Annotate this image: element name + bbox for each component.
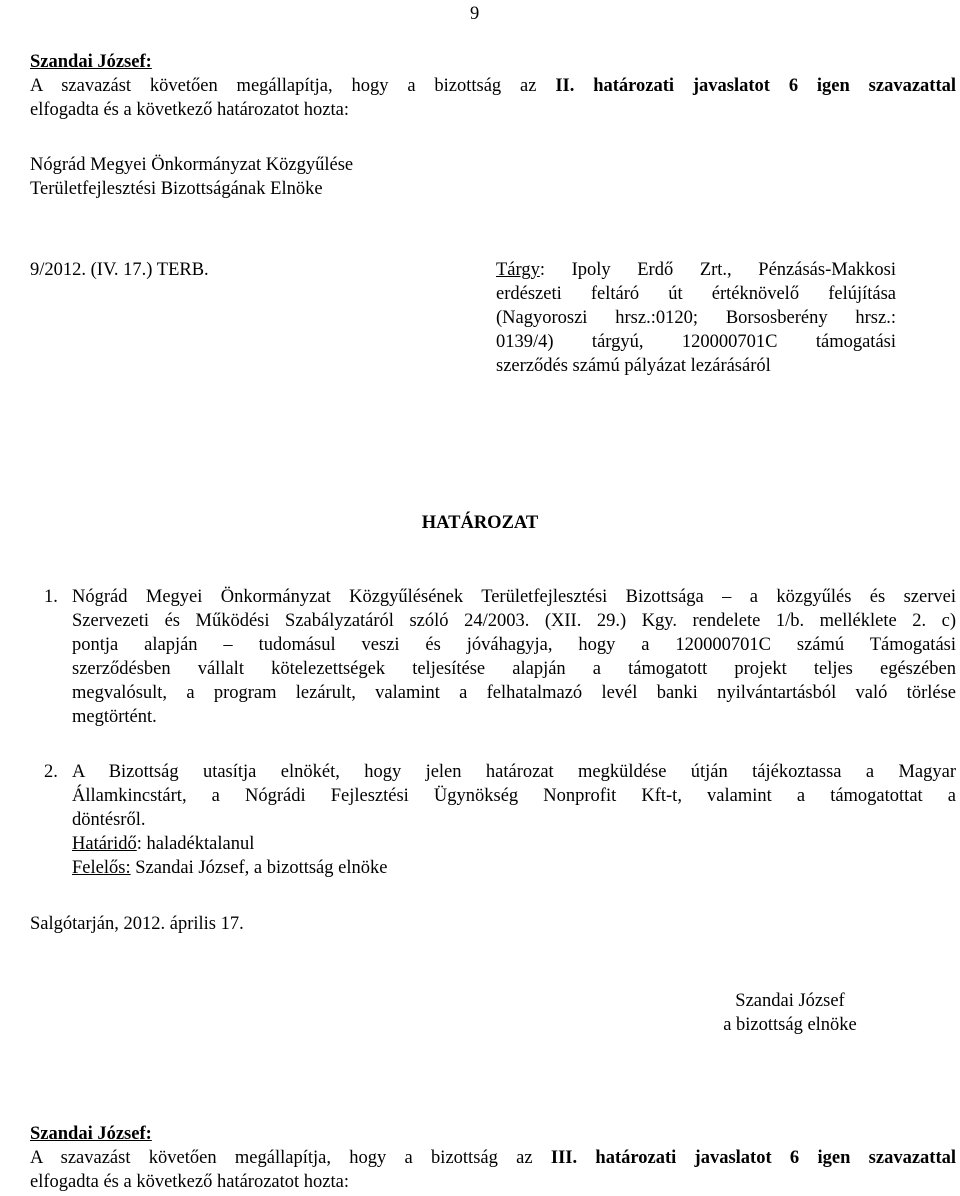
vote-statement-line xyxy=(30,74,956,98)
item-line: Nógrád Megyei Önkormányzat Közgyűlésének Területfejlesztési Bizottsága – a közgyűlés és szervei xyxy=(72,587,956,607)
speaker-block-2 xyxy=(30,1122,956,1194)
vote-text: A szavazást követően megállapítja, hogy a bizottság az xyxy=(30,1148,551,1168)
resolution-heading: HATÁROZAT xyxy=(421,513,539,533)
subject-line: erdészeti feltáró út értéknövelő felújítása xyxy=(496,284,896,304)
item-line: pontja alapján – tudomásul veszi és jóváhagyja, hogy a 120000701C számú Támogatási xyxy=(72,635,956,655)
issuer-block xyxy=(30,153,353,201)
page-number: 9 xyxy=(470,4,480,24)
speaker-name: Szandai József: xyxy=(30,52,152,72)
vote-text-bold: határozati javaslatot 6 igen szavazattal xyxy=(577,1148,956,1168)
responsible-line xyxy=(72,856,956,880)
reference-number: 9/2012. (IV. 17.) TERB. xyxy=(30,260,209,280)
item-number: 1. xyxy=(44,587,58,607)
subject-line: (Nagyoroszi hrsz.:0120; Borsosberény hrsz.: xyxy=(496,308,896,328)
item-line: szerződésben vállalt kötelezettségek teljesítése alapján a támogatott projekt teljes egészében xyxy=(72,659,956,679)
vote-text-bold: határozati javaslatot 6 igen szavazattal xyxy=(574,76,956,96)
item-line: A Bizottság utasítja elnökét, hogy jelen határozat megküldése útján tájékoztassa a Magyar xyxy=(72,762,956,782)
item-line: döntésről. xyxy=(72,810,146,830)
proposal-number: II. xyxy=(555,76,575,96)
signature-block xyxy=(660,989,920,1037)
vote-statement-line: elfogadta és a következő határozatot hozta: xyxy=(30,100,349,120)
item-line: megtörtént. xyxy=(72,707,157,727)
vote-statement-line xyxy=(30,1146,956,1170)
proposal-number: III. xyxy=(550,1148,578,1168)
deadline-line xyxy=(72,832,956,856)
signatory-name: Szandai József xyxy=(735,991,845,1011)
resolution-item-1 xyxy=(44,585,956,729)
signatory-title: a bizottság elnöke xyxy=(723,1015,857,1035)
item-number: 2. xyxy=(44,762,58,782)
responsible-value: Szandai József, a bizottság elnöke xyxy=(130,858,388,878)
issuer-line: Nógrád Megyei Önkormányzat Közgyűlése xyxy=(30,155,354,175)
issuer-line: Területfejlesztési Bizottságának Elnöke xyxy=(30,179,323,199)
subject-line xyxy=(496,258,896,282)
subject-block xyxy=(496,258,896,378)
subject-label: Tárgy xyxy=(496,260,540,280)
place-date: Salgótarján, 2012. április 17. xyxy=(30,914,244,934)
item-line: Szervezeti és Működési Szabályzatáról szóló 24/2003. (XII. 29.) Kgy. rendelete 1/b. melléklete 2. c) xyxy=(72,611,956,631)
resolution-item-2 xyxy=(44,760,956,880)
subject-text: : Ipoly Erdő Zrt., Pénzásás-Makkosi xyxy=(539,260,896,280)
vote-text: A szavazást követően megállapítja, hogy a bizottság az xyxy=(30,76,556,96)
subject-line: 0139/4) tárgyú, 120000701C támogatási xyxy=(496,332,896,352)
responsible-label: Felelős: xyxy=(72,858,131,878)
item-line: megvalósult, a program lezárult, valamint a felhatalmazó levél banki nyilvántartásból való törlése xyxy=(72,683,956,703)
speaker-name: Szandai József: xyxy=(30,1124,152,1144)
speaker-block-1 xyxy=(30,50,956,122)
deadline-label: Határidő xyxy=(72,834,137,854)
deadline-value: : haladéktalanul xyxy=(136,834,255,854)
vote-statement-line: elfogadta és a következő határozatot hozta: xyxy=(30,1172,349,1192)
item-line: Államkincstárt, a Nógrádi Fejlesztési Ügynökség Nonprofit Kft-t, valamint a támogatottat a xyxy=(72,786,956,806)
subject-line: szerződés számú pályázat lezárásáról xyxy=(496,356,771,376)
